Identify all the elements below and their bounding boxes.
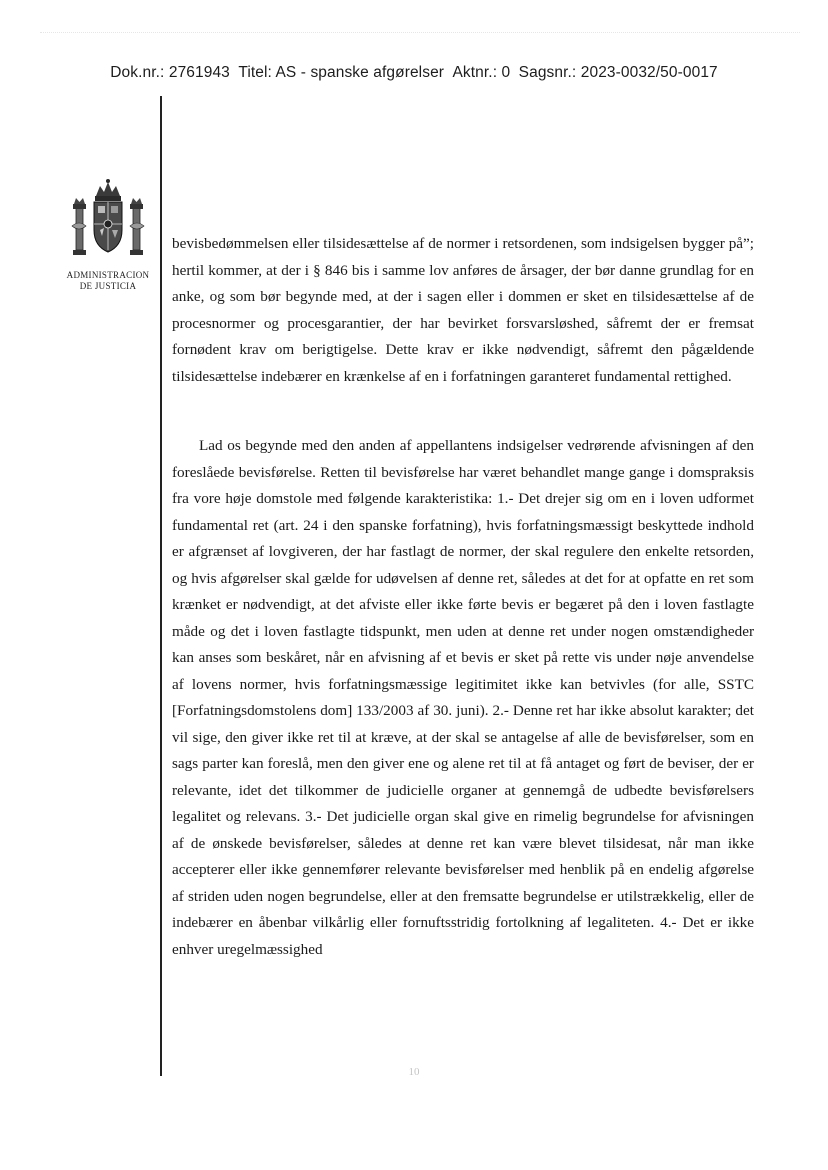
header-doc-nr: Dok.nr.: 2761943 [110, 64, 230, 81]
scan-noise [40, 32, 800, 34]
logo-caption-line1: ADMINISTRACION [66, 270, 150, 280]
header-titel: Titel: AS - spanske afgørelser [238, 64, 445, 81]
paragraph-2: Lad os begynde med den anden af appellantens indsigelser vedrørende afvisningen af den foreslåede bevisførelse. Retten til bevisførelse har været behandlet mange gange i domspraksis fra vore høje domstole med følgende karakteristika: 1.- Det drejer sig om en i loven udformet fundamental ret (art. 24 i den spanske forfatning), hvis forfatningsmæssigt beskyttede indhold er afgrænset af lovgiveren, der har fastlagt de normer, der skal regulere den enkelte retsorden, og hvis afgørelser skal gælde for udøvelsen af denne ret, således at det for at opfatte en ret som krænket er nødvendigt, at det afviste eller ikke førte bevis er begæret på den i loven fastlagte måde og det i loven fastlagte tidspunkt, men uden at denne ret under nogen omstændigheder kan anses som beskåret, når en afvisning af et bevis er sket på rette vis under nøje anvendelse af lovens normer, hvis forfatningsmæssige legitimitet ikke kan betvivles (for alle, SSTC [Forfatningsdomstolens dom] 133/2003 af 30. juni). 2.- Denne ret har ikke absolut karakter; det vil sige, den giver ikke ret til at kræve, at der skal se antagelse af alle de bevisførelser, som en sags parter kan foreslå, men den giver ene og alene ret til at få antaget og ført de beviser, der er relevante, idet det tilkommer de judicielle organer at gennemgå de udbedte bevisførelsers legalitet og relevans. 3.- Det judicielle organ skal give en rimelig begrundelse for afvisningen af de ønskede bevisførelser, således at denne ret kan være blevet tilsidesat, når man ikke accepterer eller ikke gennemfører relevante bevisførelser med henblik på en endelig afgørelse af striden uden nogen begrundelse, eller at den fremsatte begrundelse er utilstrækkelig, eller de indebærer en åbenbar vilkårlig eller fornuftsstridig fortolkning af legaliteten. 4.- Det er ikke enhver uregelmæssighed [172, 437, 754, 958]
document-header [0, 64, 828, 82]
header-aktnr: Aktnr.: 0 [452, 64, 511, 81]
coat-of-arms-icon [62, 178, 154, 270]
margin-rule [160, 96, 162, 1076]
page-number: 10 [408, 1066, 420, 1078]
logo-caption-line2: DE JUSTICIA [79, 281, 137, 291]
paragraph-1: bevisbedømmelsen eller tilsidesættelse af de normer i retsordenen, som indsigelsen bygger på”; hertil kommer, at der i § 846 bis i samme lov anføres de årsager, der bør danne grundlag for en anke, og som bør begynde med, at der i sagen eller i dommen er sket en tilsidesættelse af de procesnormer og procesgarantier, der har bevirket forsvarsløshed, såfremt der er fremsat fornødent krav om berigtigelse. Dette krav er ikke nødvendigt, såfremt den pågældende tilsidesættelse indebærer en krænkelse af en i forfatningen garanteret fundamental rettighed. [172, 235, 754, 385]
logo-caption [56, 270, 160, 292]
header-sagsnr: Sagsnr.: 2023-0032/50-0017 [518, 64, 718, 81]
document-body [172, 231, 754, 963]
